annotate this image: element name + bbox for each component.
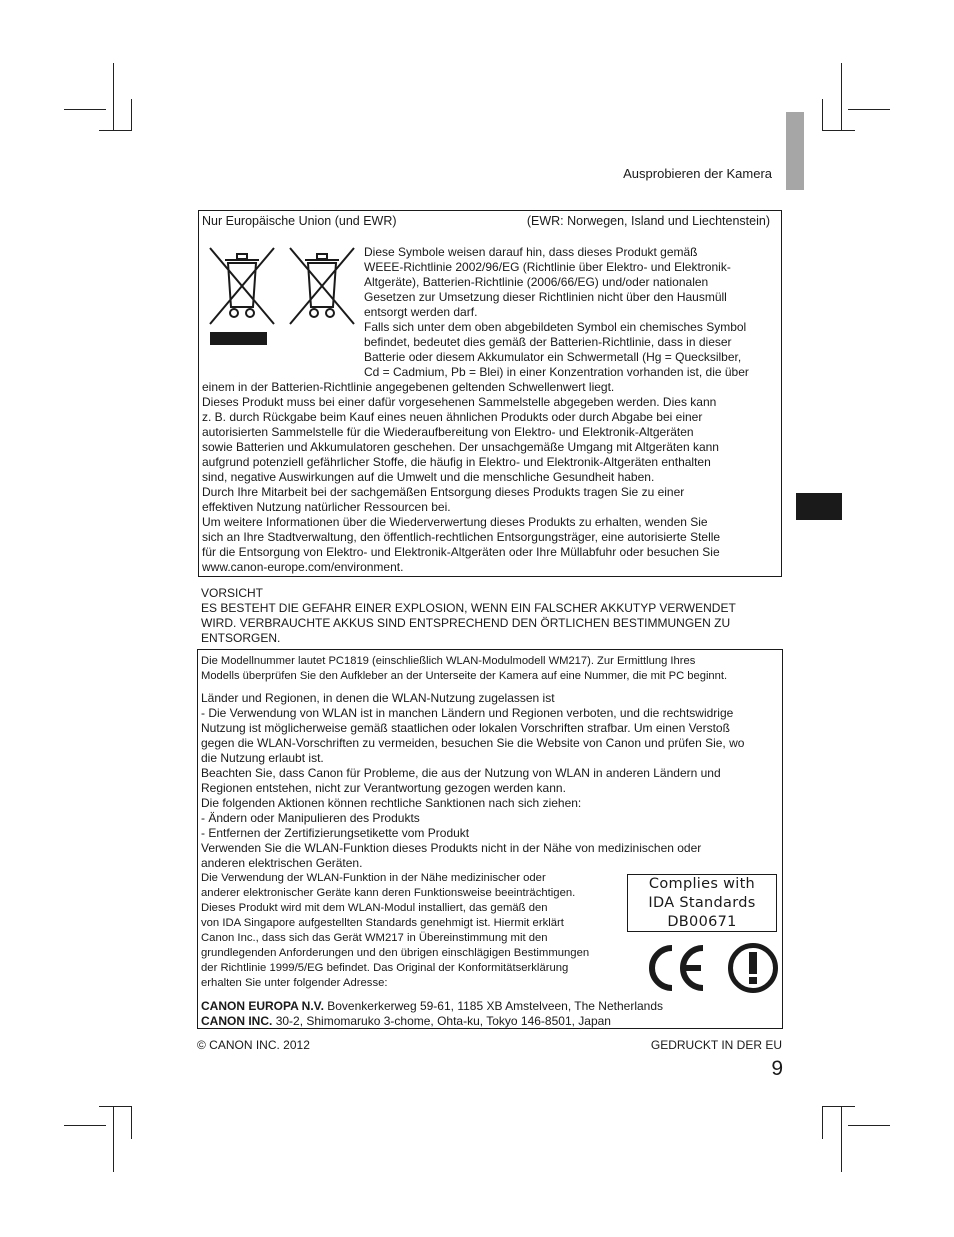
copyright: © CANON INC. 2012: [197, 1038, 310, 1052]
text-line: grundlegenden Anforderungen und den übrigen einschlägigen Bestimmungen: [201, 947, 590, 959]
text-line: sind, negative Auswirkungen auf die Umwelt und die menschliche Gesundheit haben.: [202, 470, 655, 484]
weee-body-text: [202, 380, 720, 575]
text-line: Die Modellnummer lautet PC1819 (einschließlich WLAN-Modulmodell WM217). Zur Ermittlung Ihres: [201, 655, 696, 667]
text-line: der Richtlinie 1999/5/EG befindet. Das Original der Konformitätserklärung: [201, 962, 569, 974]
text-line: effektiven Nutzung natürlicher Ressourcen bei.: [202, 500, 451, 514]
text-line: Altgeräte), Batterien-Richtlinie (2006/66/EG) und/oder nationalen: [364, 275, 709, 289]
text-line: ENTSORGEN.: [201, 631, 281, 645]
model-number-text: [201, 654, 727, 684]
wlan-notice-box: [197, 649, 783, 1029]
company-address: Bovenkerkerweg 59-61, 1185 XB Amstelveen, The Netherlands: [327, 999, 664, 1013]
text-line: Beachten Sie, dass Canon für Probleme, die aus der Nutzung von WLAN in anderen Ländern und: [201, 766, 721, 780]
company-address: 30-2, Shimomaruko 3-chome, Ohta-ku, Tokyo 146-8501, Japan: [275, 1014, 611, 1028]
printed-in: GEDRUCKT IN DER EU: [650, 1038, 782, 1052]
text-line: Falls sich unter dem oben abgebildeten Symbol ein chemisches Symbol: [364, 320, 747, 334]
weee-side-text: [364, 245, 749, 380]
text-line: Die Verwendung der WLAN-Funktion in der Nähe medizinischer oder: [201, 872, 546, 884]
text-line: Durch Ihre Mitarbeit bei der sachgemäßen Entsorgung dieses Produkts tragen Sie zu einer: [202, 485, 685, 499]
text-line: WEEE-Richtlinie 2002/96/EG (Richtlinie über Elektro- und Elektronik-: [364, 260, 731, 274]
text-line: ES BESTEHT DIE GEFAHR EINER EXPLOSION, WENN EIN FALSCHER AKKUTYP VERWENDET: [201, 601, 736, 615]
text-line: - Die Verwendung von WLAN ist in manchen Ländern und Regionen verboten, und die rechtswidrige: [201, 706, 734, 720]
text-line: Cd = Cadmium, Pb = Blei) in einer Konzentration vorhanden ist, die über: [364, 365, 749, 379]
text-line: Verwenden Sie die WLAN-Funktion dieses Produkts nicht in der Nähe von medizinischen oder: [201, 841, 702, 855]
ce-mark-icon: [652, 948, 703, 988]
text-line: befindet, bedeutet dies gemäß der Batterien-Richtlinie, dass in dieser: [364, 335, 732, 349]
text-line: z. B. durch Rückgabe beim Kauf eines neuen ähnlichen Produkts oder durch Abgabe bei einer: [202, 410, 703, 424]
alert-class2-icon: [731, 946, 776, 991]
text-line: sowie Batterien und Akkumulatoren geschehen. Der unsachgemäße Umgang mit Altgeräten kann: [202, 440, 719, 454]
text-line: Um weitere Informationen über die Wiederverwertung dieses Produkts zu erhalten, wenden Sie: [202, 515, 708, 529]
conformity-text: [201, 871, 589, 991]
language-tab-marker: [796, 493, 842, 520]
text-line: erhalten Sie unter folgender Adresse:: [201, 977, 388, 989]
text-line: entsorgt werden darf.: [364, 305, 478, 319]
text-line: WIRD. VERBRAUCHTE AKKUS SIND ENTSPRECHEND DEN ÖRTLICHEN BESTIMMUNGEN ZU: [201, 616, 731, 630]
crossed-out-wheeled-bin-icon: [207, 245, 277, 327]
text-line: Nutzung ist möglicherweise gemäß staatlichen oder lokalen Vorschriften strafbar. Um einen Verstoß: [201, 721, 730, 735]
company-name: CANON EUROPA N.V.: [201, 999, 324, 1013]
text-line: einem in der Batterien-Richtlinie angegebenen geltenden Schwellenwert liegt.: [202, 380, 615, 394]
weee-symbols: [207, 245, 357, 355]
ida-label-line: IDA Standards: [648, 894, 756, 911]
text-line: Regionen entstehen, nicht zur Verantwortung gezogen werden kann.: [201, 781, 566, 795]
text-line: von IDA Singapore aufgestellten Standards genehmigt ist. Hiermit erklärt: [201, 917, 564, 929]
text-line: - Entfernen der Zertifizierungsetikette vom Produkt: [201, 826, 470, 840]
ida-label-line: Complies with: [648, 875, 756, 892]
address-line: [201, 999, 663, 1014]
text-line: Dieses Produkt muss bei einer dafür vorgesehenen Sammelstelle abgegeben werden. Dies kann: [202, 395, 717, 409]
text-line: Gesetzen zur Umsetzung dieser Richtlinien nicht über den Hausmüll: [364, 290, 727, 304]
text-line: die Nutzung erlaubt ist.: [201, 751, 324, 765]
text-line: www.canon-europe.com/environment.: [202, 560, 404, 574]
ida-label-line: DB00671: [667, 913, 737, 930]
text-line: gegen die WLAN-Vorschriften zu vermeiden, besuchen Sie die Website von Canon und prüfen Sie, wo: [201, 736, 745, 750]
company-name: CANON INC.: [201, 1014, 273, 1028]
text-line: Diese Symbole weisen darauf hin, dass dieses Produkt gemäß: [364, 245, 698, 259]
chapter-tab-marker: [786, 112, 804, 190]
page-number: 9: [771, 1057, 783, 1080]
text-line: Länder und Regionen, in denen die WLAN-Nutzung zugelassen ist: [201, 691, 555, 705]
address-line: [201, 1014, 663, 1029]
caution-notice: [201, 586, 736, 646]
text-line: Dieses Produkt wird mit dem WLAN-Modul installiert, das gemäß den: [201, 902, 548, 914]
weee-black-bar: [210, 332, 267, 345]
text-line: Canon Inc., dass sich das Gerät WM217 in Übereinstimmung mit den: [201, 932, 548, 944]
manufacturer-addresses: [201, 999, 663, 1029]
wlan-regulation-text: [201, 691, 744, 871]
weee-notice-box: [198, 210, 782, 577]
weee-heading-right: (EWR: Norwegen, Island und Liechtenstein): [526, 214, 770, 228]
text-line: anderer elektronischer Geräte kann deren Funktionsweise beeinträchtigen.: [201, 887, 576, 899]
crossed-out-wheeled-bin-icon: [287, 245, 357, 327]
ida-compliance-label: [627, 874, 777, 932]
text-line: Batterie oder diesem Akkumulator ein Schwermetall (Hg = Quecksilber,: [364, 350, 742, 364]
weee-heading-left: Nur Europäische Union (und EWR): [202, 214, 397, 228]
text-line: sich an Ihre Stadtverwaltung, den öffentlich-rechtlichen Entsorgungsträger, eine autorisierte Stelle: [202, 530, 721, 544]
text-line: anderen elektrischen Geräten.: [201, 856, 363, 870]
text-line: - Ändern oder Manipulieren des Produkts: [201, 811, 420, 825]
text-line: für die Entsorgung von Elektro- und Elektronik-Altgeräten oder Ihre Müllabfuhr oder besuchen Sie: [202, 545, 720, 559]
section-title: Ausprobieren der Kamera: [623, 166, 772, 181]
text-line: Die folgenden Aktionen können rechtliche Sanktionen nach sich ziehen:: [201, 796, 582, 810]
text-line: Modells überprüfen Sie den Aufkleber an der Unterseite der Kamera auf eine Nummer, die mit PC beginnt.: [201, 670, 728, 682]
text-line: aufgrund potenziell gefährlicher Stoffe, die häufig in Elektro- und Elektronik-Altgeräten enthalten: [202, 455, 711, 469]
text-line: autorisierten Sammelstelle für die Wiederaufbereitung von Elektro- und Elektronik-Altgeräten: [202, 425, 694, 439]
caution-heading: VORSICHT: [201, 586, 264, 600]
certification-marks: [645, 942, 780, 994]
